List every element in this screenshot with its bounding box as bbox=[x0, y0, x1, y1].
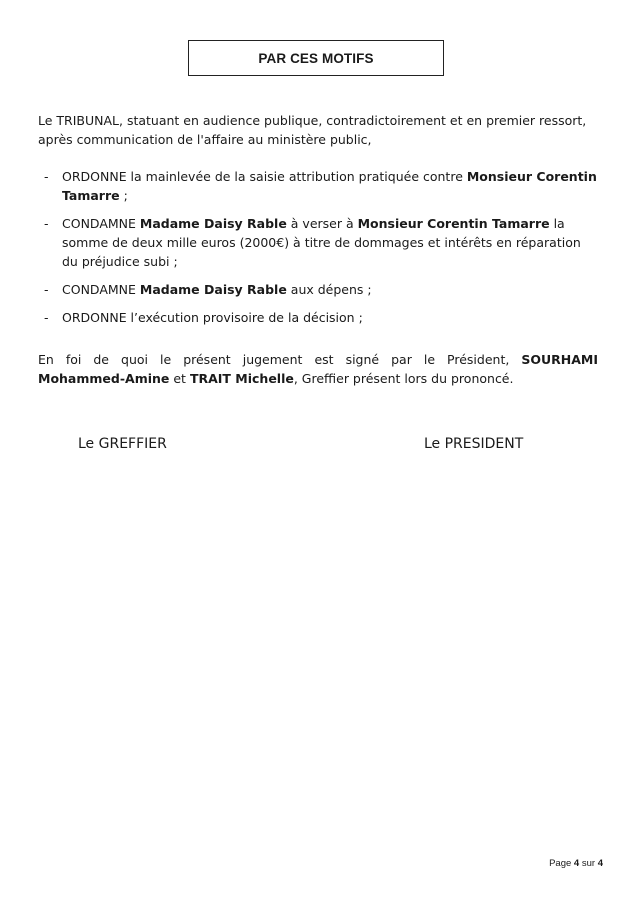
greffier-name: TRAIT Michelle bbox=[189, 371, 294, 386]
list-dash: - bbox=[44, 310, 49, 325]
intro-paragraph: Le TRIBUNAL, statuant en audience publique, contradictoirement et en premier ressort, après communication de l'affaire au ministère public, bbox=[38, 113, 587, 147]
closing-line-1: En foi de quoi le présent jugement est signé par le Président, SOURHAMI bbox=[38, 352, 598, 367]
section-heading bbox=[188, 40, 444, 76]
page-number: 4 bbox=[573, 858, 580, 869]
closing-paragraph: En foi de quoi le présent jugement est signé par le Président, SOURHAMI Mohammed-Amine et TRAIT Michelle, Greffier présent lors du prononcé. bbox=[38, 352, 598, 386]
party-name: Monsieur Corentin Tamarre bbox=[62, 169, 597, 203]
page-total: 4 bbox=[597, 858, 603, 869]
party-name: Madame Daisy Rable bbox=[139, 282, 287, 297]
list-item: - CONDAMNE Madame Daisy Rable aux dépens ; bbox=[44, 282, 372, 297]
president-surname: SOURHAMI bbox=[521, 352, 598, 367]
president-firstname: Mohammed-Amine bbox=[38, 371, 170, 386]
list-dash: - bbox=[44, 169, 49, 184]
party-name: Madame Daisy Rable bbox=[139, 216, 287, 231]
signature-president: Le PRESIDENT bbox=[424, 436, 524, 452]
list-item: - ORDONNE l’exécution provisoire de la décision ; bbox=[44, 310, 363, 325]
list-dash: - bbox=[44, 282, 49, 297]
decision-list bbox=[38, 167, 598, 336]
section-heading-text: PAR CES MOTIFS bbox=[258, 50, 374, 66]
list-dash: - bbox=[44, 216, 49, 231]
party-name: Monsieur Corentin Tamarre bbox=[357, 216, 550, 231]
list-item: - ORDONNE la mainlevée de la saisie attribution pratiquée contre Monsieur Corentin Tamarre ; bbox=[44, 169, 597, 203]
page-footer: Page 4 sur 4 bbox=[549, 858, 603, 869]
list-item: - CONDAMNE Madame Daisy Rable à verser à Monsieur Corentin Tamarre la somme de deux mille euros (2000€) à titre de dommages et intérêts en réparation du préjudice subi ; bbox=[44, 216, 581, 269]
signature-greffier: Le GREFFIER bbox=[78, 436, 167, 452]
